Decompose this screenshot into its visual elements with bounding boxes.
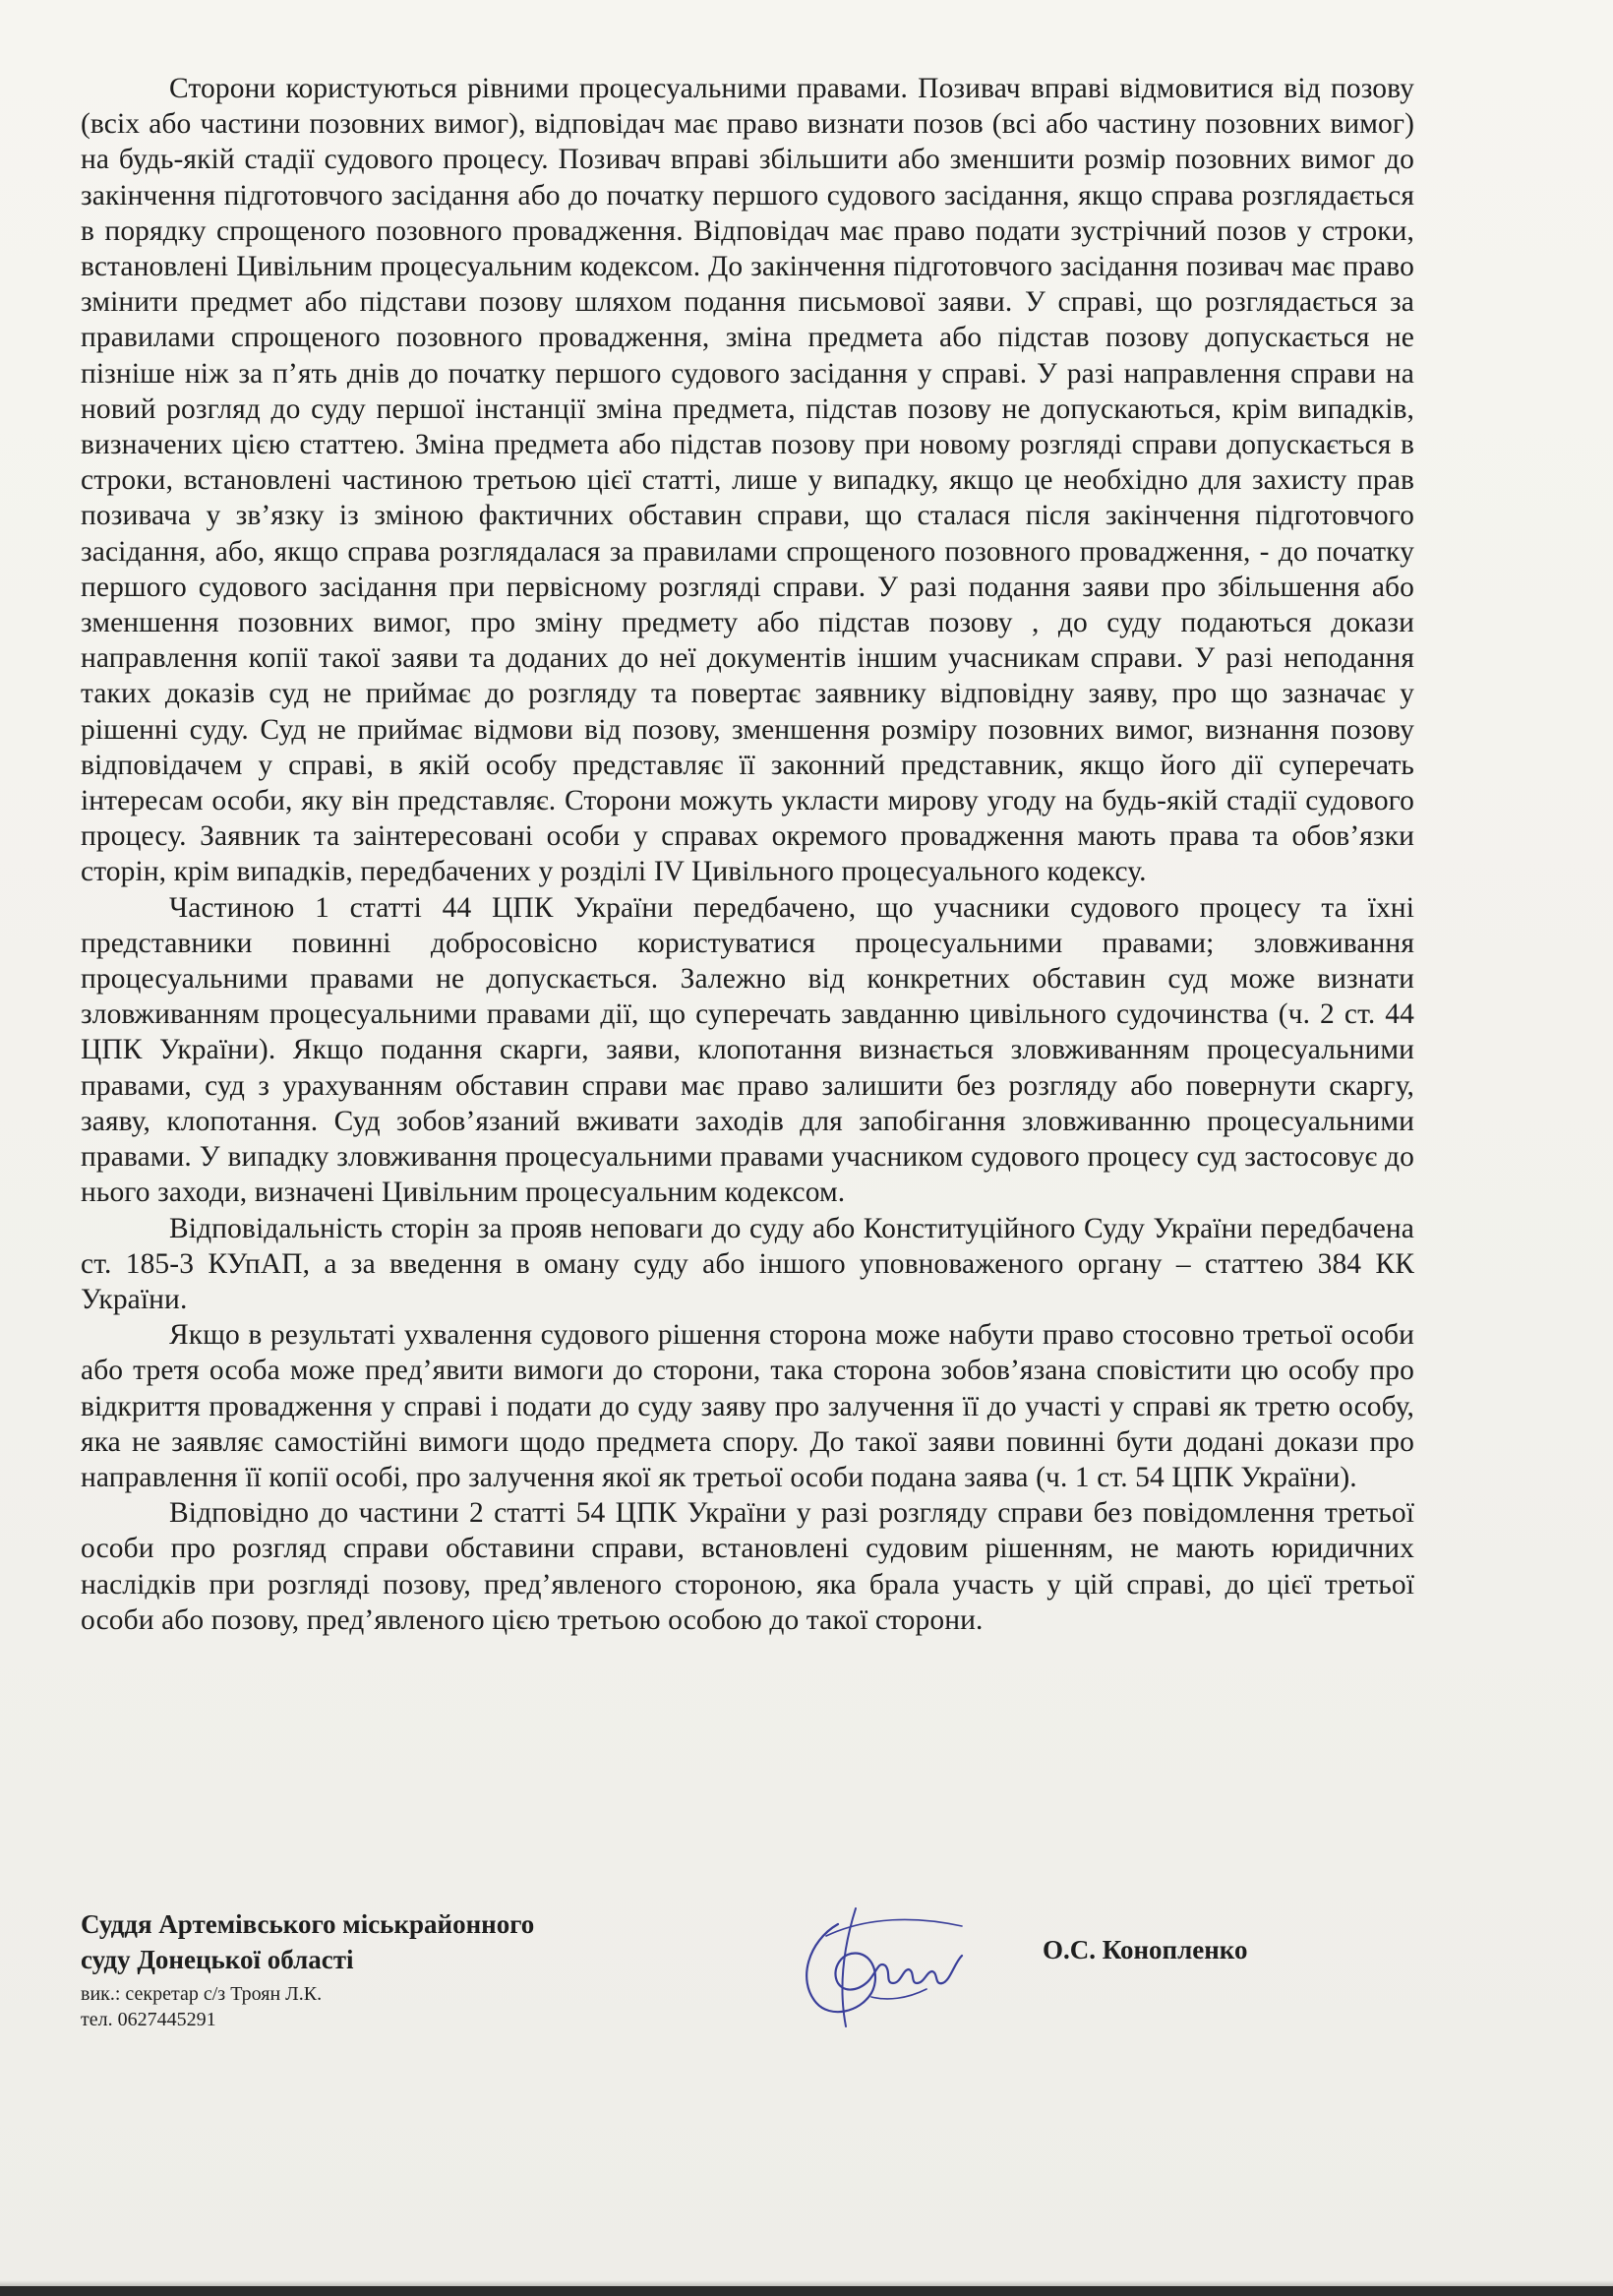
- executor-line: вик.: секретар с/з Троян Л.К.: [81, 1983, 323, 2005]
- judge-title: [81, 1906, 534, 1977]
- judge-name: О.С. Конопленко: [1043, 1935, 1248, 1964]
- phone-line: тел. 0627445291: [81, 2009, 216, 2030]
- paragraph-liability: Відповідальність сторін за прояв неповаги до суду або Конституційного Суду України передбачена ст. 185-3 КУпАП, а за введення в оману суду або іншого уповноваженого органу – статтею 384 КК України.: [81, 1212, 1414, 1315]
- paragraph-third-party-consequences: Відповідно до частини 2 статті 54 ЦПК України у разі розгляду справи без повідомлення третьої особи про розгляд справи обставини справи, встановлені судовим рішенням, не мають юридичних наслідків при розгляді позову, пред’явленого стороною, яка брала участь у цій справі, до цієї третьої особи або позову, пред’явленого цією третьою особою до такої сторони.: [81, 1497, 1414, 1636]
- scan-bottom-edge: [0, 2286, 1613, 2296]
- judge-title-line2: суду Донецької області: [81, 1945, 354, 1974]
- paragraph-procedural-rights: Сторони користуються рівними процесуальними правами. Позивач вправі відмовитися від позову (всіх або частини позовних вимог), відповідач має право визнати позов (всі або частину позовних вимог) на будь-якій стадії судового процесу. Позивач вправі збільшити або зменшити розмір позовних вимог до закінчення підготовчого засідання або до початку першого судового засідання, якщо справа розглядається в порядку спрощеного позовного провадження. Відповідач має право подати зустрічний позов у строки, встановлені Цивільним процесуальним кодексом. До закінчення підготовчого засідання позивач має право змінити предмет або підстави позову шляхом подання письмової заяви. У справі, що розглядається за правилами спрощеного позовного провадження, зміна предмета або підстав позову допускається не пізніше ніж за п’ять днів до початку першого судового засідання у справі. У разі направлення справи на новий розгляд до суду першої інстанції зміна предмета, підстав позову не допускаються, крім випадків, визначених цією статтею. Зміна предмета або підстав позову при новому розгляді справи допускається в строки, встановлені частиною третьою цієї статті, лише у випадку, якщо це необхідно для захисту прав позивача у зв’язку із зміною фактичних обставин справи, що сталася після закінчення підготовчого засідання, або, якщо справа розглядалася за правилами спрощеного позовного провадження, - до початку першого судового засідання при первісному розгляді справи. У разі подання заяви про збільшення або зменшення позовних вимог, про зміну предмету або підстав позову , до суду подаються докази направлення копії такої заяви та доданих до неї документів іншим учасникам справи. У разі неподання таких доказів суд не приймає до розгляду та повертає заявнику відповідну заяву, про що зазначає у рішенні суду. Суд не приймає відмови від позову, зменшення розміру позовних вимог, визнання позову відповідачем у справі, в якій особу представляє її законний представник, якщо його дії суперечать інтересам особи, яку він представляє. Сторони можуть укласти мирову угоду на будь-якій стадії судового процесу. Заявник та заінтересовані особи у справах окремого провадження мають права та обов’язки сторін, крім випадків, передбачених у розділі IV Цивільного процесуального кодексу.: [81, 73, 1414, 888]
- judge-title-line1: Суддя Артемівського міськрайонного: [81, 1909, 535, 1939]
- signature-block: [81, 1906, 1418, 2064]
- staff-info: [81, 1981, 322, 2032]
- paragraph-third-party-notice: Якщо в результаті ухвалення судового рішення сторона може набути право стосовно третьої особи або третя особа може пред’явити вимоги до сторони, така сторона зобов’язана сповістити цю особу про відкриття провадження у справі і подати до суду заяву про залучення її до участі у справі як третю особу, яка не заявляє самостійні вимоги щодо предмета спору. До такої заяви повинні бути додані докази про направлення її копії особі, про залучення якої як третьої особи подана заява (ч. 1 ст. 54 ЦПК України).: [81, 1319, 1414, 1493]
- paragraph-abuse-of-rights: Частиною 1 статті 44 ЦПК України передбачено, що учасники судового процесу та їхні представники повинні добросовісно користуватися процесуальними правами; зловживання процесуальними правами не допускається. Залежно від конкретних обставин суд може визнати зловживанням процесуальними правами дії, що суперечать завданню цивільного судочинства (ч. 2 ст. 44 ЦПК України). Якщо подання скарги, заяви, клопотання визнається зловживанням процесуальними правами, суд з урахуванням обставин справи має право залишити без розгляду або повернути скаргу, заяву, клопотання. Суд зобов’язаний вживати заходів для запобігання зловживанню процесуальними правами. У випадку зловживання процесуальними правами учасником судового процесу суд застосовує до нього заходи, визначені Цивільним процесуальним кодексом.: [81, 891, 1414, 1209]
- handwritten-signature: [769, 1887, 986, 2034]
- document-body: [81, 71, 1414, 1638]
